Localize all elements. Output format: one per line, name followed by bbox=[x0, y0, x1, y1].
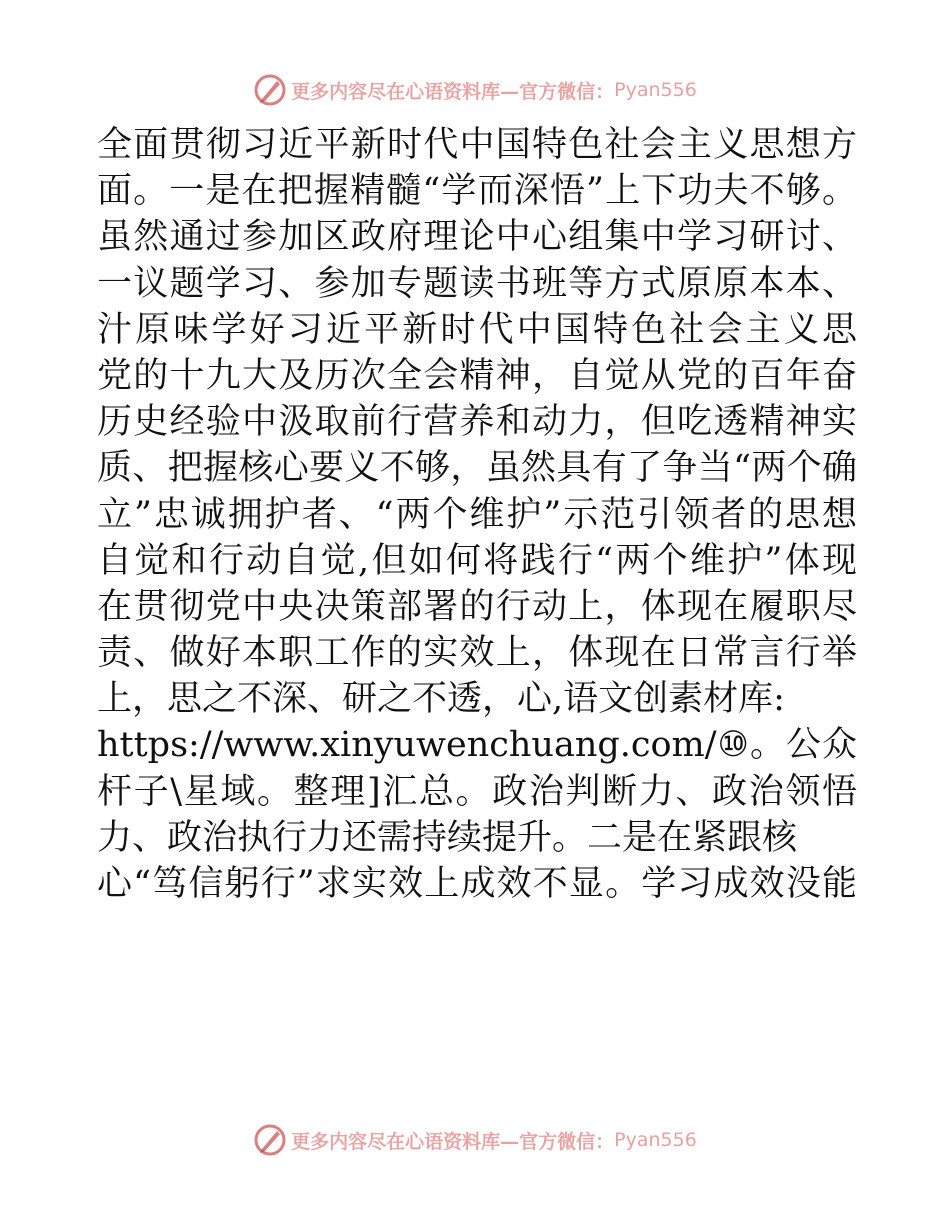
text-line: 力、政治执行力还需持续提升。二是在紧跟核 bbox=[97, 817, 798, 858]
header-banner bbox=[0, 70, 950, 110]
quill-pen-logo-icon bbox=[253, 73, 287, 107]
footer-banner bbox=[0, 1120, 950, 1160]
text-line: 历史经验中汲取前行营养和动力，但吃透精神实 bbox=[97, 402, 857, 443]
text-line: 自觉和行动自觉,但如何将践行“两个维护”体现 bbox=[97, 540, 857, 581]
banner-text: 更多内容尽在心语资料库—官方微信： bbox=[291, 1130, 615, 1153]
text-line: 立”忠诚拥护者、“两个维护”示范引领者的思想 bbox=[97, 494, 857, 535]
text-line: 在贯彻党中央决策部署的行动上，体现在履职尽 bbox=[97, 586, 857, 627]
text-line: 全面贯彻习近平新时代中国特色社会主义思想方 bbox=[97, 125, 857, 165]
text-line-url: https://www.xinyuwenchuang.com/⑩。公众 bbox=[97, 725, 857, 766]
text-line: 上，思之不深、研之不透，心,语文创素材库: bbox=[97, 679, 785, 720]
text-line: 党的十九大及历次全会精神，自觉从党的百年奋 bbox=[97, 355, 857, 396]
text-line: 一议题学习、参加专题读书班等方式原原本本、 bbox=[97, 263, 857, 304]
text-line: 质、把握核心要义不够，虽然具有了争当“两个确 bbox=[97, 448, 857, 489]
text-line: 虽然通过参加区政府理论中心组集中学习研讨、 bbox=[97, 217, 857, 258]
banner-text: 更多内容尽在心语资料库—官方微信： bbox=[291, 80, 615, 103]
banner-wechat-handle: Pyan556 bbox=[614, 1129, 697, 1151]
text-line: 心“笃信躬行”求实效上成效不显。学习成效没能 bbox=[97, 864, 857, 904]
text-line: 汁原味学好习近平新时代中国特色社会主义思 bbox=[97, 309, 857, 350]
document-body bbox=[97, 122, 857, 907]
text-line: 责、做好本职工作的实效上，体现在日常言行举 bbox=[97, 633, 857, 674]
banner-wechat-handle: Pyan556 bbox=[614, 79, 697, 101]
text-line: 杆子\星域。整理]汇总。政治判断力、政治领悟 bbox=[97, 771, 857, 812]
quill-pen-logo-icon bbox=[253, 1123, 287, 1157]
text-line: 面。一是在把握精髓“学而深悟”上下功夫不够。 bbox=[97, 171, 857, 212]
